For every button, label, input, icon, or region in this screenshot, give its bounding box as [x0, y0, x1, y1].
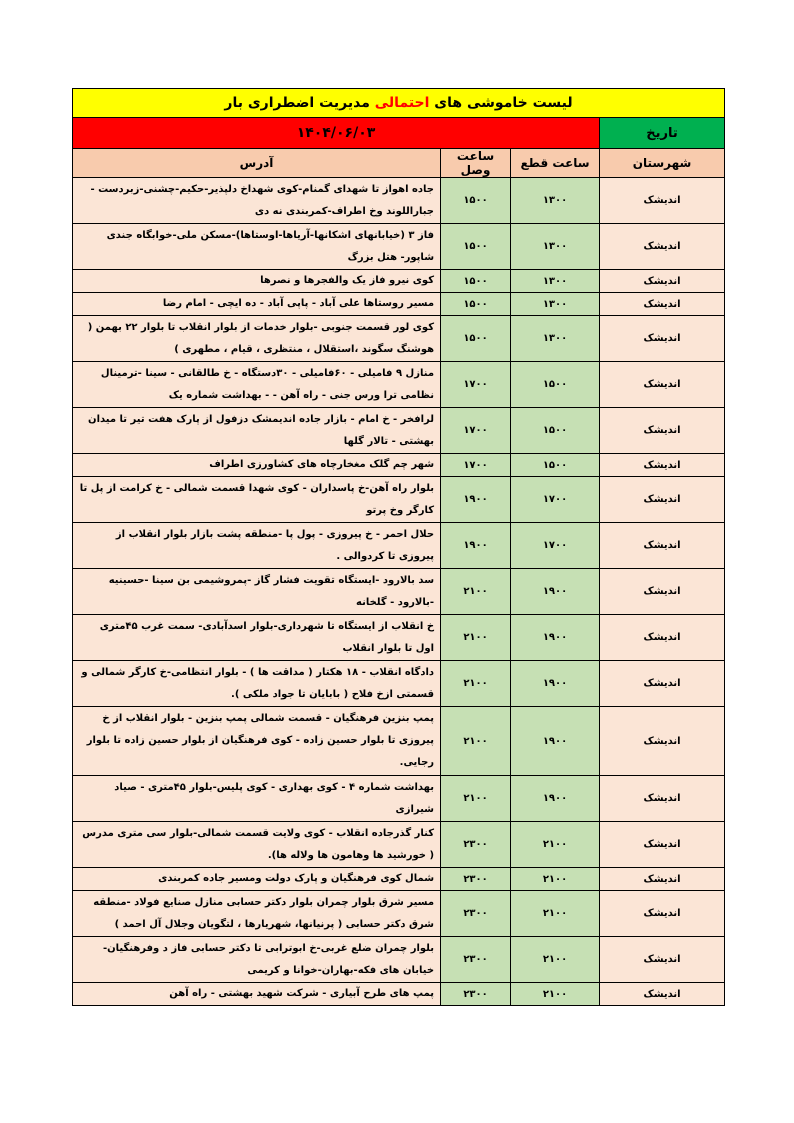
cell-connect-time: ۲۳۰۰ — [441, 937, 511, 983]
cell-city: اندیشک — [600, 454, 725, 477]
cell-address — [73, 523, 441, 569]
cell-address-text: شمال کوی فرهنگیان و پارک دولت ومسیر جاده کمربندی — [158, 873, 435, 884]
table-row — [73, 569, 725, 615]
cell-connect-time: ۱۵۰۰ — [441, 270, 511, 293]
cell-connect-time: ۲۳۰۰ — [441, 868, 511, 891]
cell-city: اندیشک — [600, 477, 725, 523]
cell-city: اندیشک — [600, 224, 725, 270]
col-header-cut: ساعت قطع — [511, 149, 600, 178]
table-row — [73, 477, 725, 523]
outage-table — [72, 88, 725, 1006]
cell-address-text: مسیر روستاها علی آباد - پاپی آباد - ده ایچی - امام رضا — [162, 298, 435, 309]
cell-cut-time: ۱۷۰۰ — [511, 477, 600, 523]
cell-connect-time: ۱۷۰۰ — [441, 454, 511, 477]
cell-city: اندیشک — [600, 362, 725, 408]
title-part1: لیست خاموشی های — [429, 95, 573, 111]
date-row — [73, 118, 725, 149]
cell-city: اندیشک — [600, 293, 725, 316]
cell-address-text: خ انقلاب از ایستگاه تا شهرداری-بلوار اسدآبادی- سمت غرب ۴۵متری اول تا بلوار انقلاب — [99, 620, 435, 654]
cell-city: اندیشک — [600, 178, 725, 224]
outage-sheet — [72, 88, 724, 1006]
cell-connect-time: ۱۹۰۰ — [441, 477, 511, 523]
cell-address-text: بلوار چمران ضلع غربی-خ ابوترابی تا دکتر حسابی فاز د وفرهنگیان-خیابان های فکه-بهاران-خوانا و کریمی — [102, 942, 435, 976]
cell-cut-time: ۲۱۰۰ — [511, 937, 600, 983]
cell-city: اندیشک — [600, 523, 725, 569]
table-row — [73, 362, 725, 408]
cell-connect-time: ۱۵۰۰ — [441, 178, 511, 224]
cell-connect-time: ۲۱۰۰ — [441, 615, 511, 661]
cell-city: اندیشک — [600, 868, 725, 891]
cell-address-text: کوی لور قسمت جنوبی -بلوار خدمات از بلوار انقلاب تا بلوار ۲۲ بهمن ( هوشنگ سگوند ،استقلال ، منتظری ، قیام ، مطهری ) — [87, 321, 435, 355]
cell-city: اندیشک — [600, 776, 725, 822]
cell-address-text: منازل ۹ فامیلی - ۶۰فامیلی - ۳۰دستگاه - خ طالقانی - سینا -ترمینال نظامی ترا ورس جنی - راه آهن - - بهداشت شماره یک — [100, 367, 435, 401]
cell-connect-time: ۲۳۰۰ — [441, 822, 511, 868]
cell-address — [73, 891, 441, 937]
table-row — [73, 454, 725, 477]
cell-address-text: سد بالارود -ایستگاه تقویت فشار گاز -پمروشیمی بن سینا -حسینیه -بالارود - گلخانه — [108, 574, 435, 608]
table-row — [73, 937, 725, 983]
cell-address-text: جاده اهواز تا شهدای گمنام-کوی شهداخ دلپذیر-حکیم-چشنی-زبردست - جباراللوند وخ اطراف-کمربندی نه دی — [90, 183, 435, 217]
cell-cut-time: ۱۵۰۰ — [511, 362, 600, 408]
col-header-connect: ساعت وصل — [441, 149, 511, 178]
cell-city: اندیشک — [600, 891, 725, 937]
table-row — [73, 316, 725, 362]
table-row — [73, 822, 725, 868]
date-value: ۱۴۰۴/۰۶/۰۳ — [73, 118, 600, 149]
cell-address — [73, 569, 441, 615]
cell-cut-time: ۱۷۰۰ — [511, 523, 600, 569]
cell-city: اندیشک — [600, 408, 725, 454]
table-row — [73, 868, 725, 891]
cell-cut-time: ۱۳۰۰ — [511, 224, 600, 270]
cell-address-text: بلوار راه آهن-خ پاسداران - کوی شهدا قسمت شمالی - خ کرامت از پل تا کارگر وخ پرتو — [79, 482, 435, 516]
cell-cut-time: ۱۹۰۰ — [511, 615, 600, 661]
cell-cut-time: ۱۳۰۰ — [511, 270, 600, 293]
table-row — [73, 408, 725, 454]
cell-address — [73, 937, 441, 983]
cell-city: اندیشک — [600, 707, 725, 776]
cell-address — [73, 362, 441, 408]
cell-address — [73, 293, 441, 316]
cell-cut-time: ۱۹۰۰ — [511, 661, 600, 707]
cell-address — [73, 316, 441, 362]
col-header-address: آدرس — [73, 149, 441, 178]
cell-cut-time: ۱۵۰۰ — [511, 454, 600, 477]
cell-connect-time: ۱۷۰۰ — [441, 408, 511, 454]
cell-cut-time: ۱۹۰۰ — [511, 569, 600, 615]
cell-address — [73, 983, 441, 1006]
cell-address-text: بهداشت شماره ۴ - کوی بهداری - کوی پلیس-بلوار ۴۵متری - صیاد شیرازی — [114, 781, 435, 815]
cell-connect-time: ۱۵۰۰ — [441, 224, 511, 270]
cell-connect-time: ۲۱۰۰ — [441, 661, 511, 707]
cell-address — [73, 661, 441, 707]
cell-cut-time: ۱۳۰۰ — [511, 293, 600, 316]
cell-cut-time: ۱۹۰۰ — [511, 707, 600, 776]
cell-address-text: مسیر شرق بلوار چمران بلوار دکتر حسابی منازل صنایع فولاد -منطقه شرق دکتر حسابی ( پرنیانها، شهریارها ، لتگویان وجلال آل احمد ) — [93, 896, 435, 930]
header-row — [73, 149, 725, 178]
table-row — [73, 891, 725, 937]
cell-address — [73, 776, 441, 822]
cell-address-text: پمپ بنزین فرهنگیان - قسمت شمالی پمپ بنزین - بلوار انقلاب از خ پیروزی تا بلوار حسین زاده - کوی فرهنگیان از بلوار حسین زاده تا بلوار رجایی. — [86, 713, 435, 768]
cell-city: اندیشک — [600, 270, 725, 293]
cell-address — [73, 178, 441, 224]
cell-address — [73, 707, 441, 776]
cell-address — [73, 270, 441, 293]
cell-connect-time: ۱۵۰۰ — [441, 293, 511, 316]
table-row — [73, 224, 725, 270]
cell-cut-time: ۲۱۰۰ — [511, 891, 600, 937]
table-row — [73, 661, 725, 707]
cell-cut-time: ۲۱۰۰ — [511, 868, 600, 891]
cell-address — [73, 477, 441, 523]
table-row — [73, 523, 725, 569]
cell-connect-time: ۲۳۰۰ — [441, 983, 511, 1006]
cell-connect-time: ۲۱۰۰ — [441, 776, 511, 822]
cell-address — [73, 868, 441, 891]
cell-address-text: دادگاه انقلاب - ۱۸ هکتار ( مداقت ها ) - بلوار انتظامی-خ کارگر شمالی و قسمتی ازخ فلاح ( بابایان تا جواد ملکی ). — [81, 666, 435, 700]
title-accent: احتمالی — [374, 95, 430, 111]
cell-address-text: فاز ۳ (خیابانهای اشکانها-آریاها-اوستاها)-مسکن ملی-خوابگاه جندی شاپور- هتل بزرگ — [106, 229, 435, 263]
col-header-city: شهرستان — [600, 149, 725, 178]
cell-connect-time: ۱۷۰۰ — [441, 362, 511, 408]
table-row — [73, 707, 725, 776]
cell-address-text: پمپ های طرح آبیاری - شرکت شهید بهشتی - راه آهن — [169, 988, 435, 999]
cell-connect-time: ۱۹۰۰ — [441, 523, 511, 569]
cell-address — [73, 822, 441, 868]
cell-address-text: کوی نیرو فاز یک والفجرها و نصرها — [260, 275, 435, 286]
cell-city: اندیشک — [600, 615, 725, 661]
cell-address-text: لرافخر - خ امام - بازار جاده اندیمشک دزفول از پارک هفت تیر تا میدان بهشتی - تالار گلها — [88, 413, 435, 447]
cell-address — [73, 224, 441, 270]
cell-cut-time: ۱۵۰۰ — [511, 408, 600, 454]
date-label: تاریخ — [600, 118, 725, 149]
title-row — [73, 89, 725, 118]
table-row — [73, 615, 725, 661]
cell-city: اندیشک — [600, 569, 725, 615]
cell-connect-time: ۲۱۰۰ — [441, 569, 511, 615]
cell-city: اندیشک — [600, 822, 725, 868]
cell-address-text: حلال احمر - خ پیروزی - پول پا -منطقه پشت بازار بلوار انقلاب از پیروزی تا کردوالی . — [115, 528, 435, 562]
cell-address — [73, 615, 441, 661]
cell-cut-time: ۱۳۰۰ — [511, 178, 600, 224]
cell-cut-time: ۲۱۰۰ — [511, 983, 600, 1006]
cell-connect-time: ۲۱۰۰ — [441, 707, 511, 776]
cell-city: اندیشک — [600, 316, 725, 362]
cell-city: اندیشک — [600, 661, 725, 707]
cell-city: اندیشک — [600, 937, 725, 983]
cell-address-text: شهر چم گلک مغخارچاه های کشاورزی اطراف — [209, 459, 435, 470]
table-row — [73, 983, 725, 1006]
cell-connect-time: ۱۵۰۰ — [441, 316, 511, 362]
cell-connect-time: ۲۳۰۰ — [441, 891, 511, 937]
cell-city: اندیشک — [600, 983, 725, 1006]
cell-address — [73, 408, 441, 454]
table-row — [73, 293, 725, 316]
table-row — [73, 776, 725, 822]
title-part2: مدیریت اضطراری بار — [224, 95, 375, 111]
cell-cut-time: ۱۳۰۰ — [511, 316, 600, 362]
cell-address-text: کنار گذرجاده انقلاب - کوی ولایت قسمت شمالی-بلوار سی متری مدرس ( خورشید ها وهامون ها ولاله ها). — [82, 827, 435, 861]
cell-cut-time: ۱۹۰۰ — [511, 776, 600, 822]
cell-address — [73, 454, 441, 477]
table-row — [73, 270, 725, 293]
table-row — [73, 178, 725, 224]
cell-cut-time: ۲۱۰۰ — [511, 822, 600, 868]
sheet-title — [73, 89, 725, 118]
